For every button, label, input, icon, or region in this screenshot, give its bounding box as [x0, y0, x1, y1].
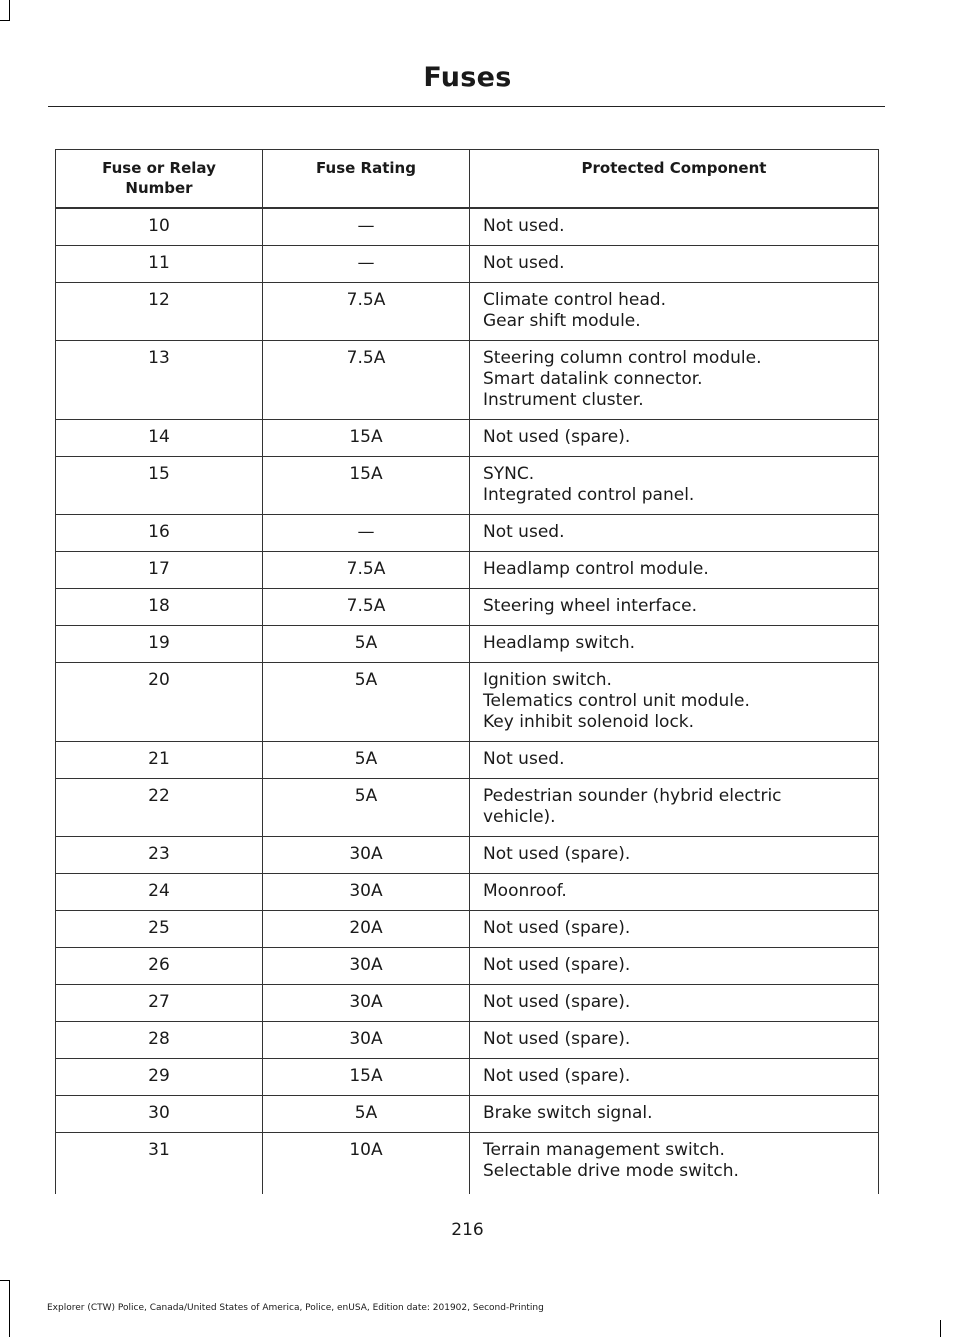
- protected-component-cell: [470, 948, 879, 985]
- header-fuse-rating: Fuse Rating: [263, 150, 470, 209]
- protected-component-line: Climate control head.: [483, 290, 666, 310]
- fuse-rating-cell: 7.5A: [263, 552, 470, 589]
- protected-component-line: Integrated control panel.: [483, 485, 695, 505]
- fuse-number-cell: 22: [56, 779, 263, 837]
- table-row: [56, 874, 879, 911]
- page-footer: Explorer (CTW) Police, Canada/United States of America, Police, enUSA, Edition date: 201902, Second-Printing: [47, 1303, 544, 1313]
- table-row: [56, 246, 879, 283]
- fuse-table: [55, 149, 879, 1194]
- protected-component-cell: [470, 515, 879, 552]
- fuse-rating-cell: 30A: [263, 948, 470, 985]
- fuse-rating-cell: 5A: [263, 663, 470, 742]
- protected-component-line: Terrain management switch.: [483, 1140, 725, 1160]
- protected-component-line: Telematics control unit module.: [483, 691, 750, 711]
- protected-component-line: Not used (spare).: [483, 992, 631, 1012]
- fuse-rating-cell: 30A: [263, 874, 470, 911]
- protected-component-line: Not used (spare).: [483, 1029, 631, 1049]
- header-protected-component: Protected Component: [470, 150, 879, 209]
- protected-component-line: Moonroof.: [483, 881, 567, 901]
- protected-component-line: Selectable drive mode switch.: [483, 1161, 739, 1181]
- fuse-number-cell: 20: [56, 663, 263, 742]
- protected-component-line: Not used (spare).: [483, 1066, 631, 1086]
- table-row: [56, 742, 879, 779]
- page-number: 216: [451, 1220, 484, 1240]
- protected-component-cell: [470, 283, 879, 341]
- table-row: [56, 1022, 879, 1059]
- fuse-rating-cell: 7.5A: [263, 341, 470, 420]
- protected-component-cell: [470, 457, 879, 515]
- fuse-number-cell: 17: [56, 552, 263, 589]
- protected-component-line: Not used (spare).: [483, 844, 631, 864]
- table-row: [56, 985, 879, 1022]
- fuse-rating-cell: 20A: [263, 911, 470, 948]
- protected-component-line: Gear shift module.: [483, 311, 641, 331]
- protected-component-cell: [470, 779, 879, 837]
- table-row: [56, 457, 879, 515]
- table-row: [56, 1096, 879, 1133]
- table-row: [56, 341, 879, 420]
- protected-component-cell: [470, 552, 879, 589]
- fuse-rating-cell: —: [263, 208, 470, 246]
- protected-component-line: Brake switch signal.: [483, 1103, 653, 1123]
- table-row: [56, 837, 879, 874]
- protected-component-cell: [470, 626, 879, 663]
- fuse-number-cell: 27: [56, 985, 263, 1022]
- table-row: [56, 779, 879, 837]
- fuse-rating-cell: 5A: [263, 779, 470, 837]
- protected-component-line: Steering column control module.: [483, 348, 762, 368]
- protected-component-cell: [470, 420, 879, 457]
- fuse-number-cell: 16: [56, 515, 263, 552]
- crop-mark-bottom-left-h: [0, 1280, 10, 1281]
- fuse-number-cell: 18: [56, 589, 263, 626]
- protected-component-line: Instrument cluster.: [483, 390, 644, 410]
- protected-component-cell: [470, 208, 879, 246]
- table-row: [56, 948, 879, 985]
- protected-component-line: Headlamp switch.: [483, 633, 636, 653]
- protected-component-cell: [470, 1096, 879, 1133]
- fuse-rating-cell: 30A: [263, 985, 470, 1022]
- table-row: [56, 420, 879, 457]
- protected-component-cell: [470, 874, 879, 911]
- protected-component-line: Not used.: [483, 253, 565, 273]
- table-row: [56, 911, 879, 948]
- fuse-number-cell: 30: [56, 1096, 263, 1133]
- table-row: [56, 663, 879, 742]
- table-row: [56, 1133, 879, 1195]
- table-row: [56, 283, 879, 341]
- fuse-table-body: [56, 208, 879, 1194]
- fuse-rating-cell: 30A: [263, 837, 470, 874]
- crop-mark-top-left-v: [9, 0, 10, 20]
- fuse-number-cell: 15: [56, 457, 263, 515]
- fuse-rating-cell: 30A: [263, 1022, 470, 1059]
- fuse-number-cell: 29: [56, 1059, 263, 1096]
- protected-component-line: vehicle).: [483, 807, 556, 827]
- protected-component-cell: [470, 341, 879, 420]
- protected-component-line: SYNC.: [483, 464, 535, 484]
- protected-component-line: Smart datalink connector.: [483, 369, 703, 389]
- fuse-number-cell: 25: [56, 911, 263, 948]
- protected-component-line: Headlamp control module.: [483, 559, 709, 579]
- header-fuse-number-line1: Fuse or Relay: [102, 159, 216, 177]
- fuse-rating-cell: 5A: [263, 1096, 470, 1133]
- protected-component-cell: [470, 246, 879, 283]
- crop-mark-bottom-right-v: [940, 1320, 941, 1337]
- protected-component-cell: [470, 1059, 879, 1096]
- protected-component-line: Not used (spare).: [483, 918, 631, 938]
- fuse-number-cell: 12: [56, 283, 263, 341]
- fuse-number-cell: 11: [56, 246, 263, 283]
- header-fuse-number-line2: Number: [125, 179, 193, 197]
- table-row: [56, 1059, 879, 1096]
- protected-component-cell: [470, 589, 879, 626]
- fuse-rating-cell: —: [263, 515, 470, 552]
- fuse-number-cell: 28: [56, 1022, 263, 1059]
- fuse-rating-cell: 10A: [263, 1133, 470, 1195]
- table-row: [56, 552, 879, 589]
- fuse-number-cell: 19: [56, 626, 263, 663]
- fuse-number-cell: 23: [56, 837, 263, 874]
- fuse-rating-cell: 7.5A: [263, 589, 470, 626]
- protected-component-line: Steering wheel interface.: [483, 596, 698, 616]
- fuse-rating-cell: 5A: [263, 626, 470, 663]
- protected-component-line: Pedestrian sounder (hybrid electric: [483, 786, 782, 806]
- table-row: [56, 515, 879, 552]
- protected-component-line: Not used.: [483, 216, 565, 236]
- protected-component-cell: [470, 1133, 879, 1195]
- protected-component-line: Not used.: [483, 522, 565, 542]
- protected-component-line: Ignition switch.: [483, 670, 612, 690]
- fuse-number-cell: 26: [56, 948, 263, 985]
- fuse-rating-cell: 15A: [263, 1059, 470, 1096]
- crop-mark-bottom-left-v: [9, 1280, 10, 1337]
- protected-component-cell: [470, 837, 879, 874]
- table-row: [56, 589, 879, 626]
- fuse-number-cell: 31: [56, 1133, 263, 1195]
- fuse-rating-cell: 15A: [263, 457, 470, 515]
- protected-component-cell: [470, 1022, 879, 1059]
- fuse-number-cell: 24: [56, 874, 263, 911]
- protected-component-cell: [470, 742, 879, 779]
- protected-component-cell: [470, 663, 879, 742]
- title-divider: [48, 106, 885, 107]
- protected-component-line: Not used.: [483, 749, 565, 769]
- page-title: Fuses: [423, 62, 512, 93]
- table-row: [56, 626, 879, 663]
- fuse-rating-cell: 7.5A: [263, 283, 470, 341]
- protected-component-line: Not used (spare).: [483, 955, 631, 975]
- fuse-rating-cell: —: [263, 246, 470, 283]
- protected-component-cell: [470, 911, 879, 948]
- table-header-row: [56, 150, 879, 209]
- protected-component-line: Key inhibit solenoid lock.: [483, 712, 695, 732]
- fuse-rating-cell: 5A: [263, 742, 470, 779]
- fuse-number-cell: 10: [56, 208, 263, 246]
- fuse-number-cell: 13: [56, 341, 263, 420]
- protected-component-line: Not used (spare).: [483, 427, 631, 447]
- table-row: [56, 208, 879, 246]
- protected-component-cell: [470, 985, 879, 1022]
- header-fuse-number: [56, 150, 263, 209]
- fuse-rating-cell: 15A: [263, 420, 470, 457]
- fuse-number-cell: 14: [56, 420, 263, 457]
- fuse-number-cell: 21: [56, 742, 263, 779]
- crop-mark-top-left-h: [0, 20, 10, 21]
